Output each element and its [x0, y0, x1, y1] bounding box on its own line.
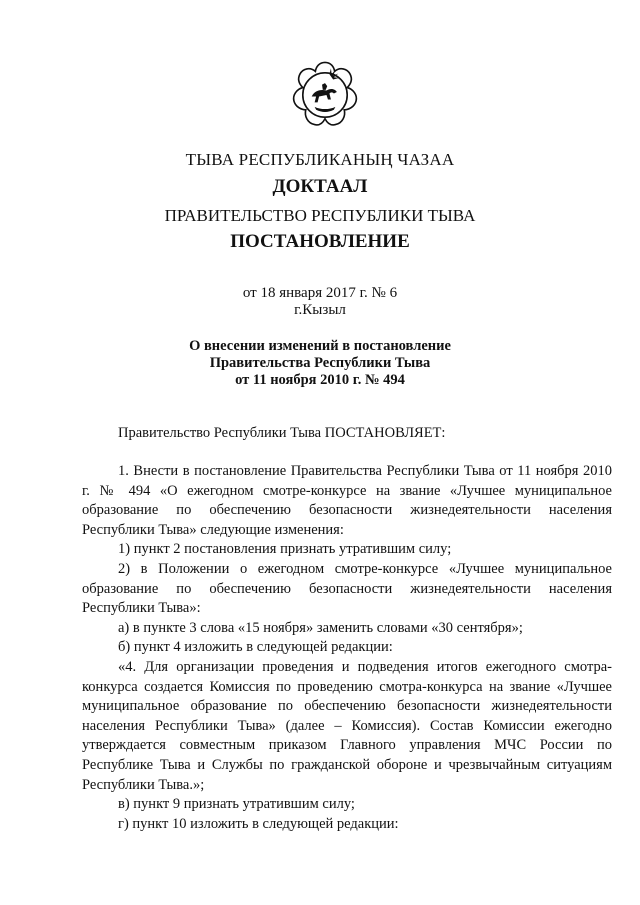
document-body	[82, 462, 612, 834]
paragraph-6: «4. Для организации проведения и подведения итогов ежегодного смотра-конкурса создается Комиссия по проведению смотра-конкурса на звание «Лучшее муниципальное образование по обеспечению безопасности жизнедеятельности населения Республики Тыва» (далее – Комиссия). Состав Комиссии ежегодно утверждается совместным приказом Главного управления МЧС России по Республике Тыва и Службы по гражданской обороне и чрезвычайным ситуациям Республики Тыва.»;	[82, 658, 612, 793]
title-line-1: О внесении изменений в постановление	[189, 338, 451, 354]
government-name: ПРАВИТЕЛЬСТВО РЕСПУБЛИКИ ТЫВА	[164, 206, 476, 225]
paragraph-4: а) в пункте 3 слова «15 ноября» заменить словами «30 сентября»;	[118, 619, 523, 636]
title-line-2: Правительства Республики Тыва	[209, 355, 431, 371]
tuvan-document-type: ДОКТААЛ	[272, 176, 368, 197]
tuvan-government-name: ТЫВА РЕСПУБЛИКАНЫҢ ЧАЗАА	[185, 150, 455, 169]
document-type: ПОСТАНОВЛЕНИЕ	[230, 231, 410, 252]
document-city: г.Кызыл	[294, 302, 346, 318]
paragraph-7: в) пункт 9 признать утратившим силу;	[118, 796, 355, 813]
document-date-number: от 18 января 2017 г. № 6	[242, 285, 398, 301]
document-title	[0, 338, 640, 389]
republic-emblem	[288, 58, 362, 132]
paragraph-1: 1. Внести в постановление Правительства Республики Тыва от 11 ноября 2010 г. № 494 «О ежегодном смотре-конкурсе на звание «Лучшее муниципальное образование по обеспечению безопасности жизнедеятельности населения Республики Тыва» следующие изменения:	[82, 463, 612, 538]
paragraph-8: г) пункт 10 изложить в следующей редакции:	[118, 815, 399, 832]
paragraph-2: 1) пункт 2 постановления признать утратившим силу;	[118, 541, 452, 558]
paragraph-5: б) пункт 4 изложить в следующей редакции:	[118, 639, 393, 656]
preamble: Правительство Республики Тыва ПОСТАНОВЛЯЕТ:	[118, 425, 446, 441]
paragraph-3: 2) в Положении о ежегодном смотре-конкурсе «Лучшее муниципальное образование по обеспечению безопасности жизнедеятельности населения Республики Тыва»:	[82, 560, 612, 617]
title-line-3: от 11 ноября 2010 г. № 494	[235, 372, 405, 388]
